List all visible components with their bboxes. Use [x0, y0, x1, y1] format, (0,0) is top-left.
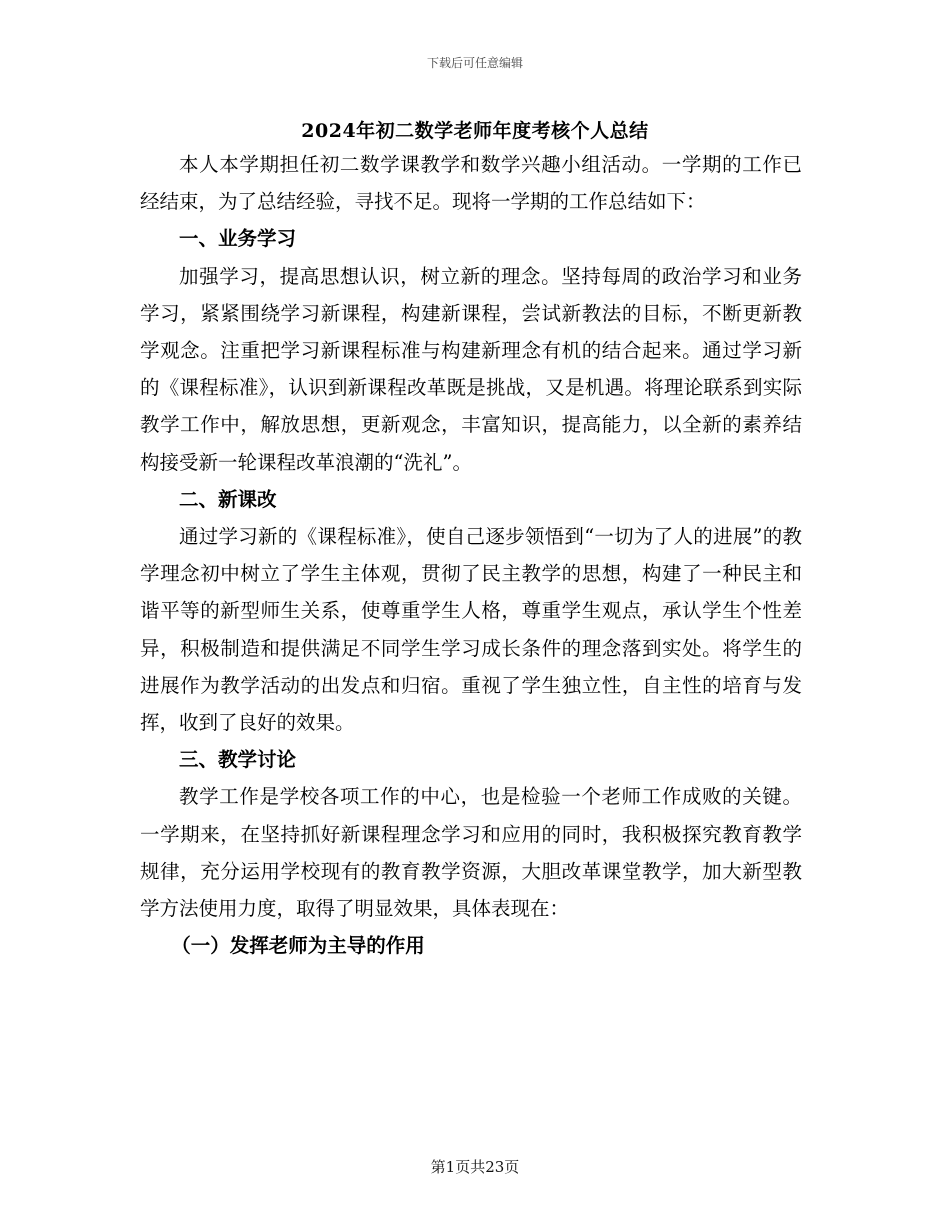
- section-heading-3: 三、教学讨论: [179, 748, 297, 772]
- page-number: 第1页共23页: [430, 1158, 520, 1176]
- section-heading-1: 一、业务学习: [179, 227, 297, 251]
- intro-paragraph: 本人本学期担任初二数学课教学和数学兴趣小组活动。一学期的工作已经结束，为了总结经验，寻找不足。现将一学期的工作总结如下：: [140, 153, 802, 214]
- document-title: 2024年初二数学老师年度考核个人总结: [301, 120, 649, 142]
- document-body: [140, 146, 802, 964]
- section-paragraph-1: 加强学习，提高思想认识，树立新的理念。坚持每周的政治学习和业务学习，紧紧围绕学习新课程，构建新课程，尝试新教法的目标，不断更新教学观念。注重把学习新课程标准与构建新理念有机的结合起来。通过学习新的《课程标准》，认识到新课程改革既是挑战，又是机遇。将理论联系到实际教学工作中，解放思想，更新观念，丰富知识，提高能力，以全新的素养结构接受新一轮课程改革浪潮的“洗礼”。: [140, 264, 802, 474]
- header-note: 下载后可任意编辑: [426, 56, 523, 70]
- sub-heading: （一）发挥老师为主导的作用: [171, 934, 425, 958]
- section-heading-2: 二、新课改: [179, 487, 277, 511]
- section-paragraph-2: 通过学习新的《课程标准》，使自己逐步领悟到“一切为了人的进展”的教学理念初中树立了学生主体观，贯彻了民主教学的思想，构建了一种民主和谐平等的新型师生关系，使尊重学生人格，尊重学生观点，承认学生个性差异，积极制造和提供满足不同学生学习成长条件的理念落到实处。将学生的进展作为教学活动的出发点和归宿。重视了学生独立性，自主性的培育与发挥，收到了良好的效果。: [140, 525, 802, 735]
- section-paragraph-3: 教学工作是学校各项工作的中心，也是检验一个老师工作成败的关键。一学期来，在坚持抓好新课程理念学习和应用的同时，我积极探究教育教学规律，充分运用学校现有的教育教学资源，大胆改革课堂教学，加大新型教学方法使用力度，取得了明显效果，具体表现在：: [140, 785, 802, 921]
